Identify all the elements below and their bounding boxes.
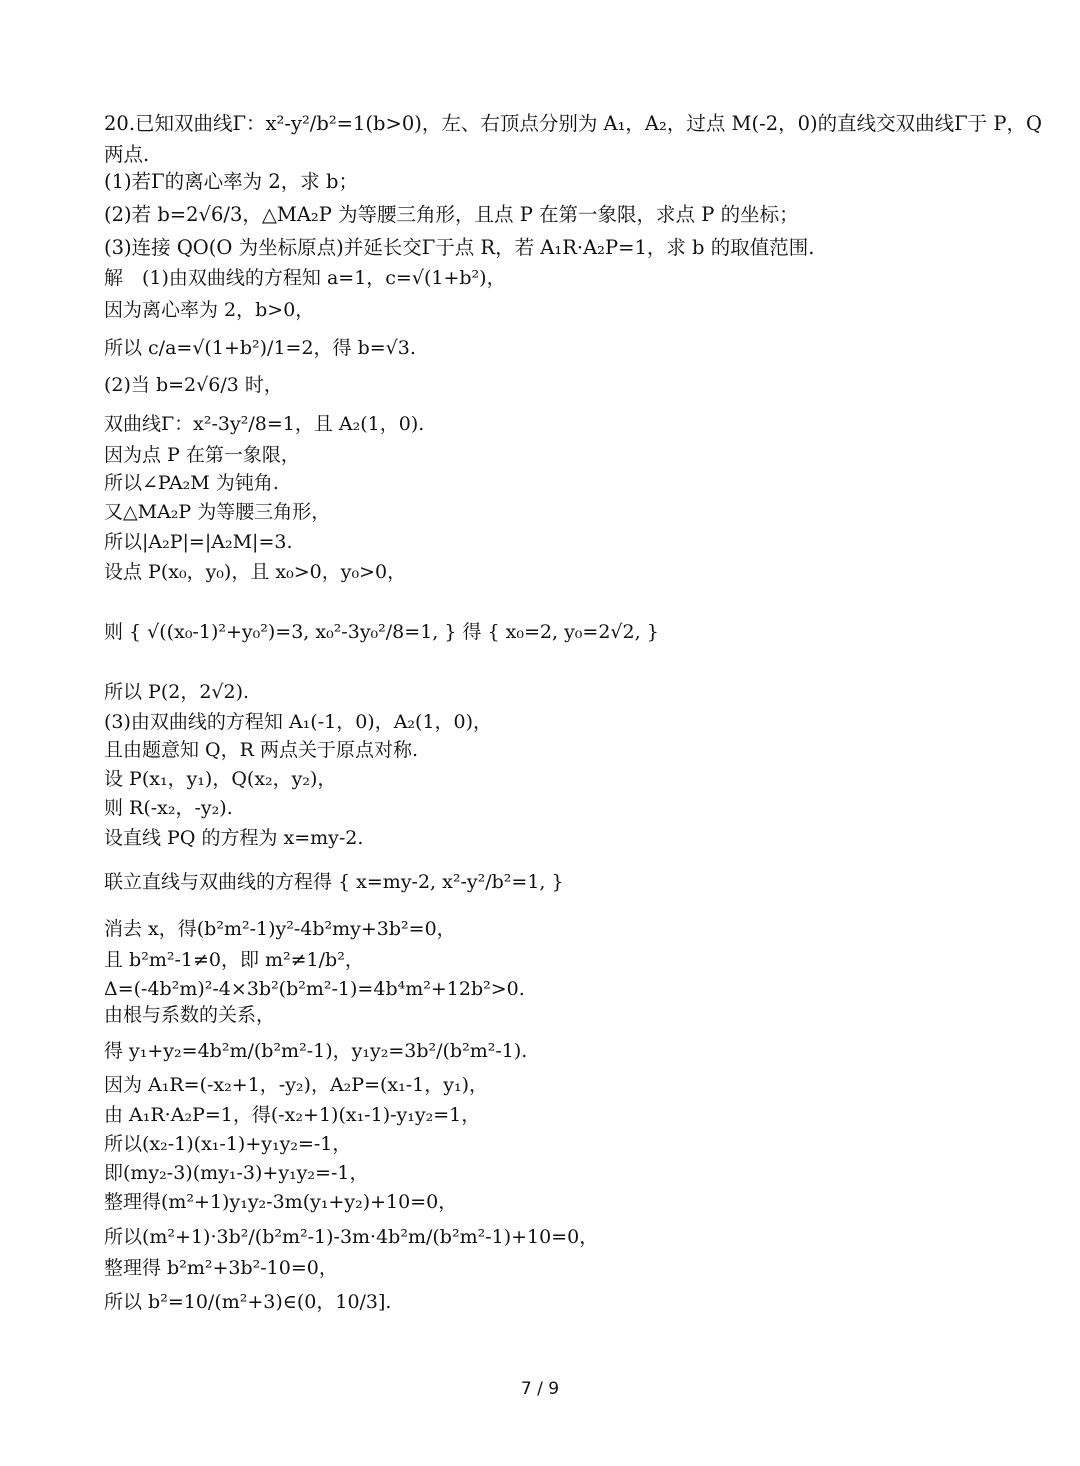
solution-line: 且 b²m²-1≠0，即 m²≠1/b²， <box>104 949 364 971</box>
solution-line: 设点 P(x₀，y₀)，且 x₀>0，y₀>0， <box>104 561 407 583</box>
solution-line: 联立直线与双曲线的方程得 { x=my-2, x²-y²/b²=1, } <box>104 871 564 893</box>
solution-line: 所以|A₂P|=|A₂M|=3. <box>104 531 293 553</box>
solution-line: 所以 c/a=√(1+b²)/1=2，得 b=√3. <box>104 337 416 359</box>
problem-line: (2)若 b=2√6/3，△MA₂P 为等腰三角形，且点 P 在第一象限，求点 P 的坐标； <box>104 203 799 226</box>
solution-line: 设 P(x₁，y₁)，Q(x₂，y₂)， <box>104 768 337 790</box>
solution-line: 由根与系数的关系， <box>104 1004 276 1026</box>
solution-line: 设直线 PQ 的方程为 x=my-2. <box>104 827 364 849</box>
solution-line: (2)当 b=2√6/3 时， <box>104 374 283 396</box>
solution-line: 因为点 P 在第一象限， <box>104 444 300 466</box>
solution-line: 所以 b²=10/(m²+3)∈(0，10/3]. <box>104 1291 392 1313</box>
solution-line: 消去 x，得(b²m²-1)y²-4b²my+3b²=0， <box>104 918 456 940</box>
solution-line: 得 y₁+y₂=4b²m/(b²m²-1)，y₁y₂=3b²/(b²m²-1). <box>104 1040 528 1062</box>
solution-line: 由 A₁R·A₂P=1，得(-x₂+1)(x₁-1)-y₁y₂=1， <box>104 1104 481 1126</box>
solution-line: 双曲线Γ：x²-3y²/8=1，且 A₂(1，0). <box>104 413 425 435</box>
problem-line: 两点. <box>104 143 150 166</box>
solution-line: 所以(x₂-1)(x₁-1)+y₁y₂=-1， <box>104 1133 352 1155</box>
problem-line: 20.已知双曲线Γ：x²-y²/b²=1(b>0)，左、右顶点分别为 A₁，A₂，过点 M(-2，0)的直线交双曲线Γ于 P，Q <box>104 112 1042 135</box>
problem-line: (1)若Γ的离心率为 2，求 b； <box>104 170 358 193</box>
solution-line: Δ=(-4b²m)²-4×3b²(b²m²-1)=4b⁴m²+12b²>0. <box>104 978 525 1000</box>
solution-line: 整理得 b²m²+3b²-10=0， <box>104 1257 338 1279</box>
solution-line: 所以(m²+1)·3b²/(b²m²-1)-3m·4b²m/(b²m²-1)+10=0， <box>104 1226 599 1248</box>
solution-line: 整理得(m²+1)y₁y₂-3m(y₁+y₂)+10=0， <box>104 1191 458 1213</box>
solution-line: 即(my₂-3)(my₁-3)+y₁y₂=-1， <box>104 1162 369 1184</box>
page-number: 7 / 9 <box>520 1379 560 1399</box>
solution-line: 因为 A₁R=(-x₂+1，-y₂)，A₂P=(x₁-1，y₁)， <box>104 1074 489 1096</box>
solution-line: 且由题意知 Q，R 两点关于原点对称. <box>104 739 419 761</box>
problem-line: (3)连接 QO(O 为坐标原点)并延长交Γ于点 R，若 A₁R·A₂P=1，求 b 的取值范围. <box>104 236 815 259</box>
solution-line: 则 R(-x₂，-y₂). <box>104 797 233 819</box>
solution-line: 所以 P(2，2√2). <box>104 681 250 703</box>
solution-line: 所以∠PA₂M 为钝角. <box>104 472 279 494</box>
solution-line: 解 (1)由双曲线的方程知 a=1，c=√(1+b²)， <box>104 267 506 289</box>
solution-line: 又△MA₂P 为等腰三角形， <box>104 501 331 523</box>
solution-line: (3)由双曲线的方程知 A₁(-1，0)，A₂(1，0)， <box>104 711 493 733</box>
solution-line: 因为离心率为 2，b>0， <box>104 299 315 321</box>
solution-line: 则 { √((x₀-1)²+y₀²)=3, x₀²-3y₀²/8=1, } 得 { x₀=2, y₀=2√2, } <box>104 621 659 643</box>
